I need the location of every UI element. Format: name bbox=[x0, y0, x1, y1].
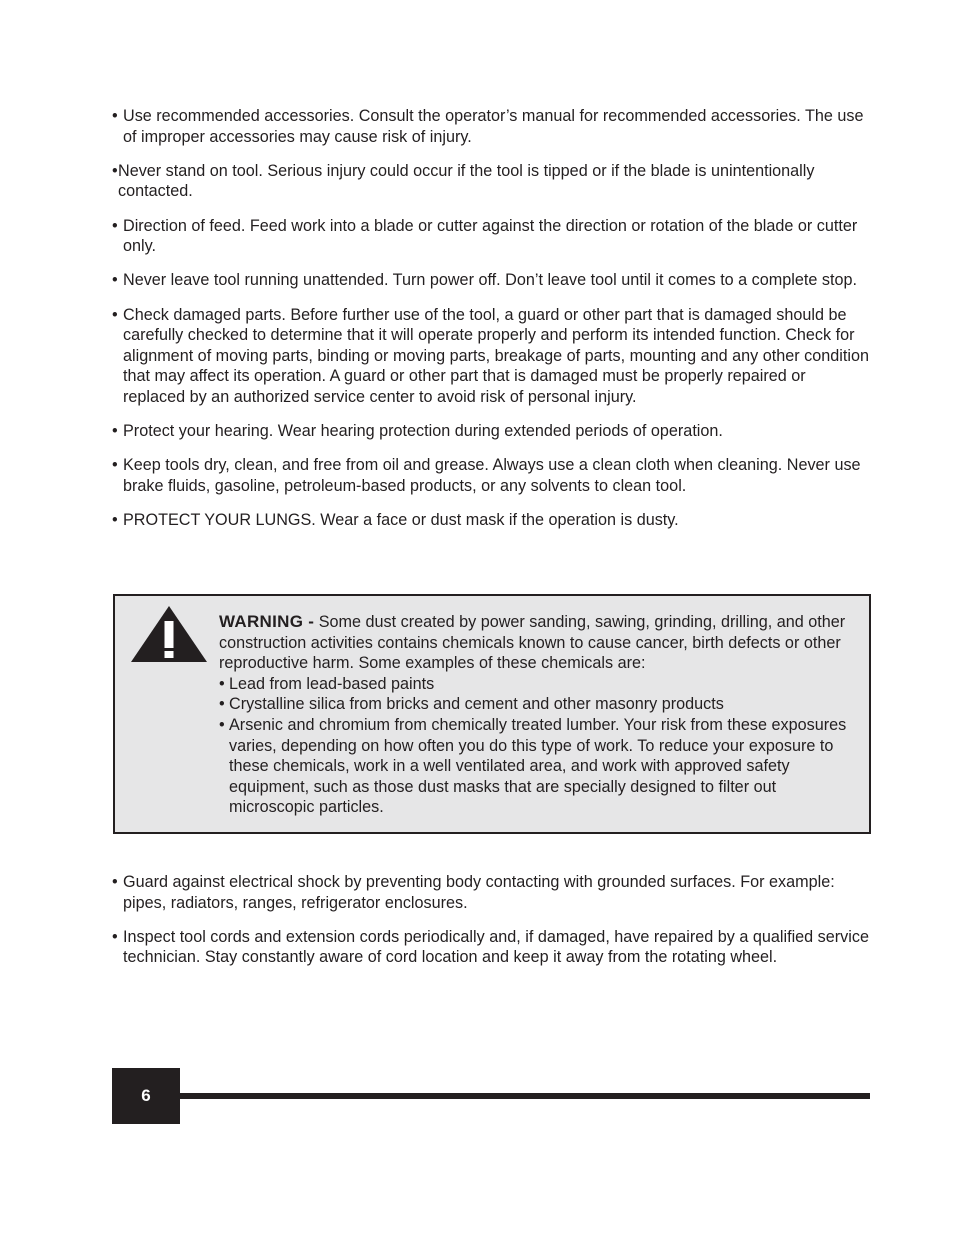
list-item-text: PROTECT YOUR LUNGS. Wear a face or dust mask if the operation is dusty. bbox=[123, 511, 679, 530]
list-item-text: Protect your hearing. Wear hearing protection during extended periods of operation. bbox=[123, 422, 723, 441]
bullet-marker: • bbox=[112, 271, 118, 290]
footer-rule bbox=[180, 1093, 870, 1099]
warning-list-item-text: Lead from lead-based paints bbox=[229, 674, 435, 693]
warning-list-item bbox=[219, 694, 849, 715]
bullet-marker: • bbox=[112, 161, 118, 180]
bullet-marker: • bbox=[112, 305, 118, 324]
safety-bullets-top bbox=[112, 106, 872, 544]
warning-label: WARNING - bbox=[219, 612, 315, 631]
list-item-text: Keep tools dry, clean, and free from oil and grease. Always use a clean cloth when cleaning. Never use brake fluids, gasoline, petroleum-based products, or any solvents to clean tool. bbox=[123, 456, 861, 495]
bullet-marker: • bbox=[112, 927, 118, 946]
warning-triangle-icon bbox=[129, 604, 209, 664]
list-item bbox=[112, 872, 872, 913]
list-item bbox=[112, 455, 872, 496]
page-number bbox=[112, 1068, 180, 1124]
warning-list-item bbox=[219, 715, 849, 818]
bullet-marker: • bbox=[112, 422, 118, 441]
warning-intro bbox=[219, 612, 849, 674]
bullet-marker: • bbox=[219, 715, 225, 734]
list-item bbox=[112, 305, 872, 408]
list-item-text: Check damaged parts. Before further use of the tool, a guard or other part that is damaged should be carefully checked to determine that it will operate properly and perform its intended function. Check for alignment of moving parts, binding or moving parts, breakage of parts, mounting and any other condition that may affect its operation. A guard or other part that is damaged must be properly repaired or replaced by an authorized service center to avoid risk of personal injury. bbox=[123, 305, 869, 406]
safety-bullets-bottom bbox=[112, 872, 872, 982]
bullet-marker: • bbox=[219, 674, 225, 693]
warning-box bbox=[113, 594, 871, 834]
list-item-text: Never stand on tool. Serious injury could occur if the tool is tipped or if the blade is unintentionally contacted. bbox=[118, 161, 815, 201]
warning-list-item bbox=[219, 674, 849, 695]
warning-list-item-text: Arsenic and chromium from chemically treated lumber. Your risk from these exposures varies, depending on how often you do this type of work. To reduce your exposure to these chemicals, work in a well ventilated area, and work with approved safety equipment, such as those dust masks that are specially designed to filter out microscopic particles. bbox=[229, 715, 847, 817]
bullet-marker: • bbox=[112, 873, 118, 891]
bullet-marker: • bbox=[112, 511, 118, 530]
list-item-text: Guard against electrical shock by preventing body contacting with grounded surfaces. For example: pipes, radiators, ranges, refrigerator enclosures. bbox=[123, 873, 835, 912]
list-item bbox=[112, 927, 872, 968]
list-item bbox=[112, 421, 872, 442]
list-item-text: Never leave tool running unattended. Turn power off. Don’t leave tool until it comes to a complete stop. bbox=[123, 271, 857, 290]
warning-list-item-text: Crystalline silica from bricks and cement and other masonry products bbox=[229, 695, 724, 714]
warning-intro-text: Some dust created by power sanding, sawing, grinding, drilling, and other construction activities contains chemicals known to cause cancer, birth defects or other reproductive harm. Some examples of these chemicals are: bbox=[219, 613, 846, 673]
list-item bbox=[112, 510, 872, 531]
list-item-text: Use recommended accessories. Consult the operator’s manual for recommended accessories. The use of improper accessories may cause risk of injury. bbox=[123, 107, 864, 146]
list-item bbox=[112, 106, 872, 147]
list-item-text: Inspect tool cords and extension cords periodically and, if damaged, have repaired by a qualified service technician. Stay constantly aware of cord location and keep it away from the rotating wheel. bbox=[123, 927, 869, 967]
list-item bbox=[112, 270, 872, 291]
list-item bbox=[112, 216, 872, 257]
bullet-marker: • bbox=[112, 456, 118, 475]
bullet-marker: • bbox=[112, 107, 118, 125]
warning-text bbox=[219, 612, 849, 818]
bullet-marker: • bbox=[112, 216, 118, 235]
bullet-marker: • bbox=[219, 695, 225, 714]
list-item-text: Direction of feed. Feed work into a blade or cutter against the direction or rotation of the blade or cutter only. bbox=[123, 216, 858, 256]
list-item bbox=[112, 161, 872, 202]
page-number-text: 6 bbox=[141, 1086, 151, 1105]
